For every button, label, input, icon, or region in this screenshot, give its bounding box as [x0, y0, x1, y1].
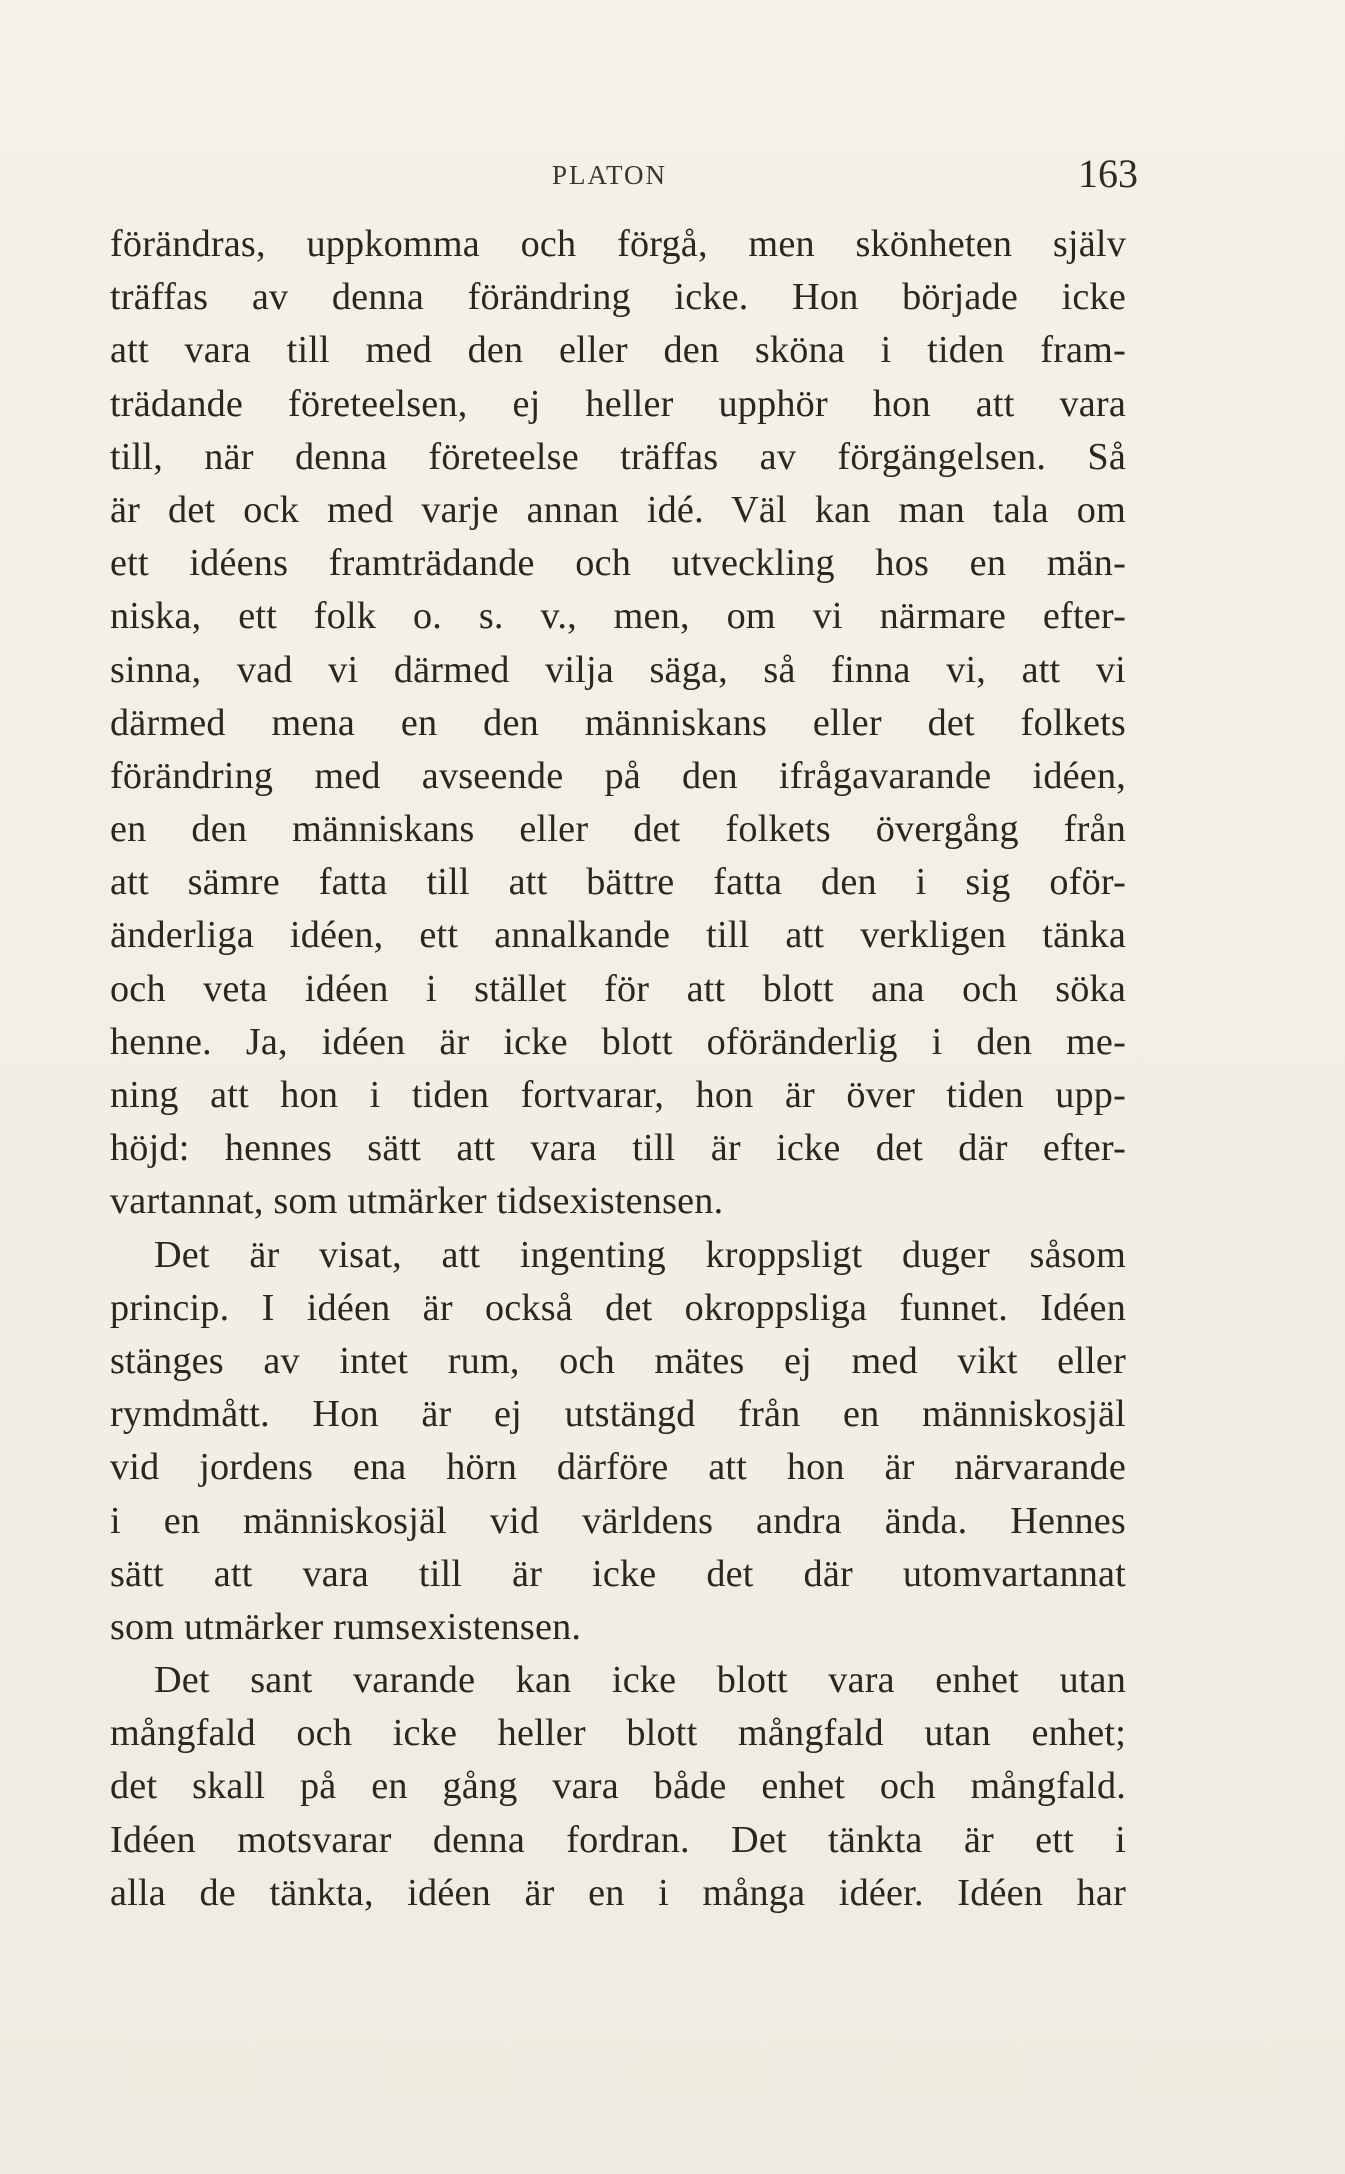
body-text: [110, 218, 1126, 1920]
text-line: i en människosjäl vid världens andra ända. Hennes: [110, 1499, 1126, 1542]
text-line: änderliga idéen, ett annalkande till att verkligen tänka: [110, 914, 1126, 957]
text-line: Det sant varande kan icke blott vara enhet utan: [154, 1659, 1126, 1702]
text-line: sinna, vad vi därmed vilja säga, så finna vi, att vi: [110, 648, 1126, 691]
text-line: vid jordens ena hörn därföre att hon är närvarande: [110, 1446, 1126, 1489]
text-line: att sämre fatta till att bättre fatta den i sig oför-: [110, 861, 1126, 904]
running-title: PLATON: [552, 160, 668, 190]
text-line: därmed mena en den människans eller det folkets: [110, 701, 1126, 744]
text-line: förändring med avseende på den ifrågavarande idéen,: [110, 754, 1126, 797]
text-line: Idéen motsvarar denna fordran. Det tänkta är ett i: [110, 1818, 1126, 1861]
text-line: det skall på en gång vara både enhet och mångfald.: [110, 1765, 1126, 1808]
text-line: ning att hon i tiden fortvarar, hon är över tiden upp-: [110, 1074, 1126, 1116]
text-line: stänges av intet rum, och mätes ej med vikt eller: [110, 1339, 1126, 1382]
text-line: som utmärker rumsexistensen.: [110, 1605, 582, 1648]
text-line: är det ock med varje annan idé. Väl kan man tala om: [110, 488, 1126, 531]
text-line: henne. Ja, idéen är icke blott oföränderlig i den me-: [110, 1020, 1126, 1063]
text-line: alla de tänkta, idéen är en i många idéer. Idéen har: [110, 1871, 1126, 1914]
text-line: princip. I idéen är också det okroppsliga funnet. Idéen: [110, 1286, 1126, 1329]
text-line: förändras, uppkomma och förgå, men skönheten själv: [110, 223, 1126, 265]
text-line: Det är visat, att ingenting kroppsligt duger såsom: [154, 1233, 1126, 1276]
text-line: rymdmått. Hon är ej utstängd från en människosjäl: [110, 1393, 1126, 1436]
text-line: vartannat, som utmärker tidsexistensen.: [110, 1180, 724, 1223]
text-line: höjd: hennes sätt att vara till är icke det där efter-: [110, 1127, 1126, 1170]
text-line: att vara till med den eller den sköna i tiden fram-: [110, 329, 1126, 372]
text-line: en den människans eller det folkets övergång från: [110, 808, 1126, 851]
text-line: ett idéens framträdande och utveckling hos en män-: [110, 542, 1126, 585]
text-line: mångfald och icke heller blott mångfald utan enhet;: [110, 1712, 1126, 1755]
text-line: sätt att vara till är icke det där utomvartannat: [110, 1552, 1126, 1595]
text-line: till, när denna företeelse träffas av förgängelsen. Så: [110, 435, 1126, 478]
text-line: träffas av denna förändring icke. Hon började icke: [110, 276, 1126, 319]
text-line: och veta idéen i stället för att blott ana och söka: [110, 967, 1126, 1010]
text-line: niska, ett folk o. s. v., men, om vi närmare efter-: [110, 595, 1126, 638]
running-head: [0, 150, 1345, 210]
text-line: trädande företeelsen, ej heller upphör hon att vara: [110, 382, 1126, 425]
page-number: 163: [1078, 151, 1138, 196]
